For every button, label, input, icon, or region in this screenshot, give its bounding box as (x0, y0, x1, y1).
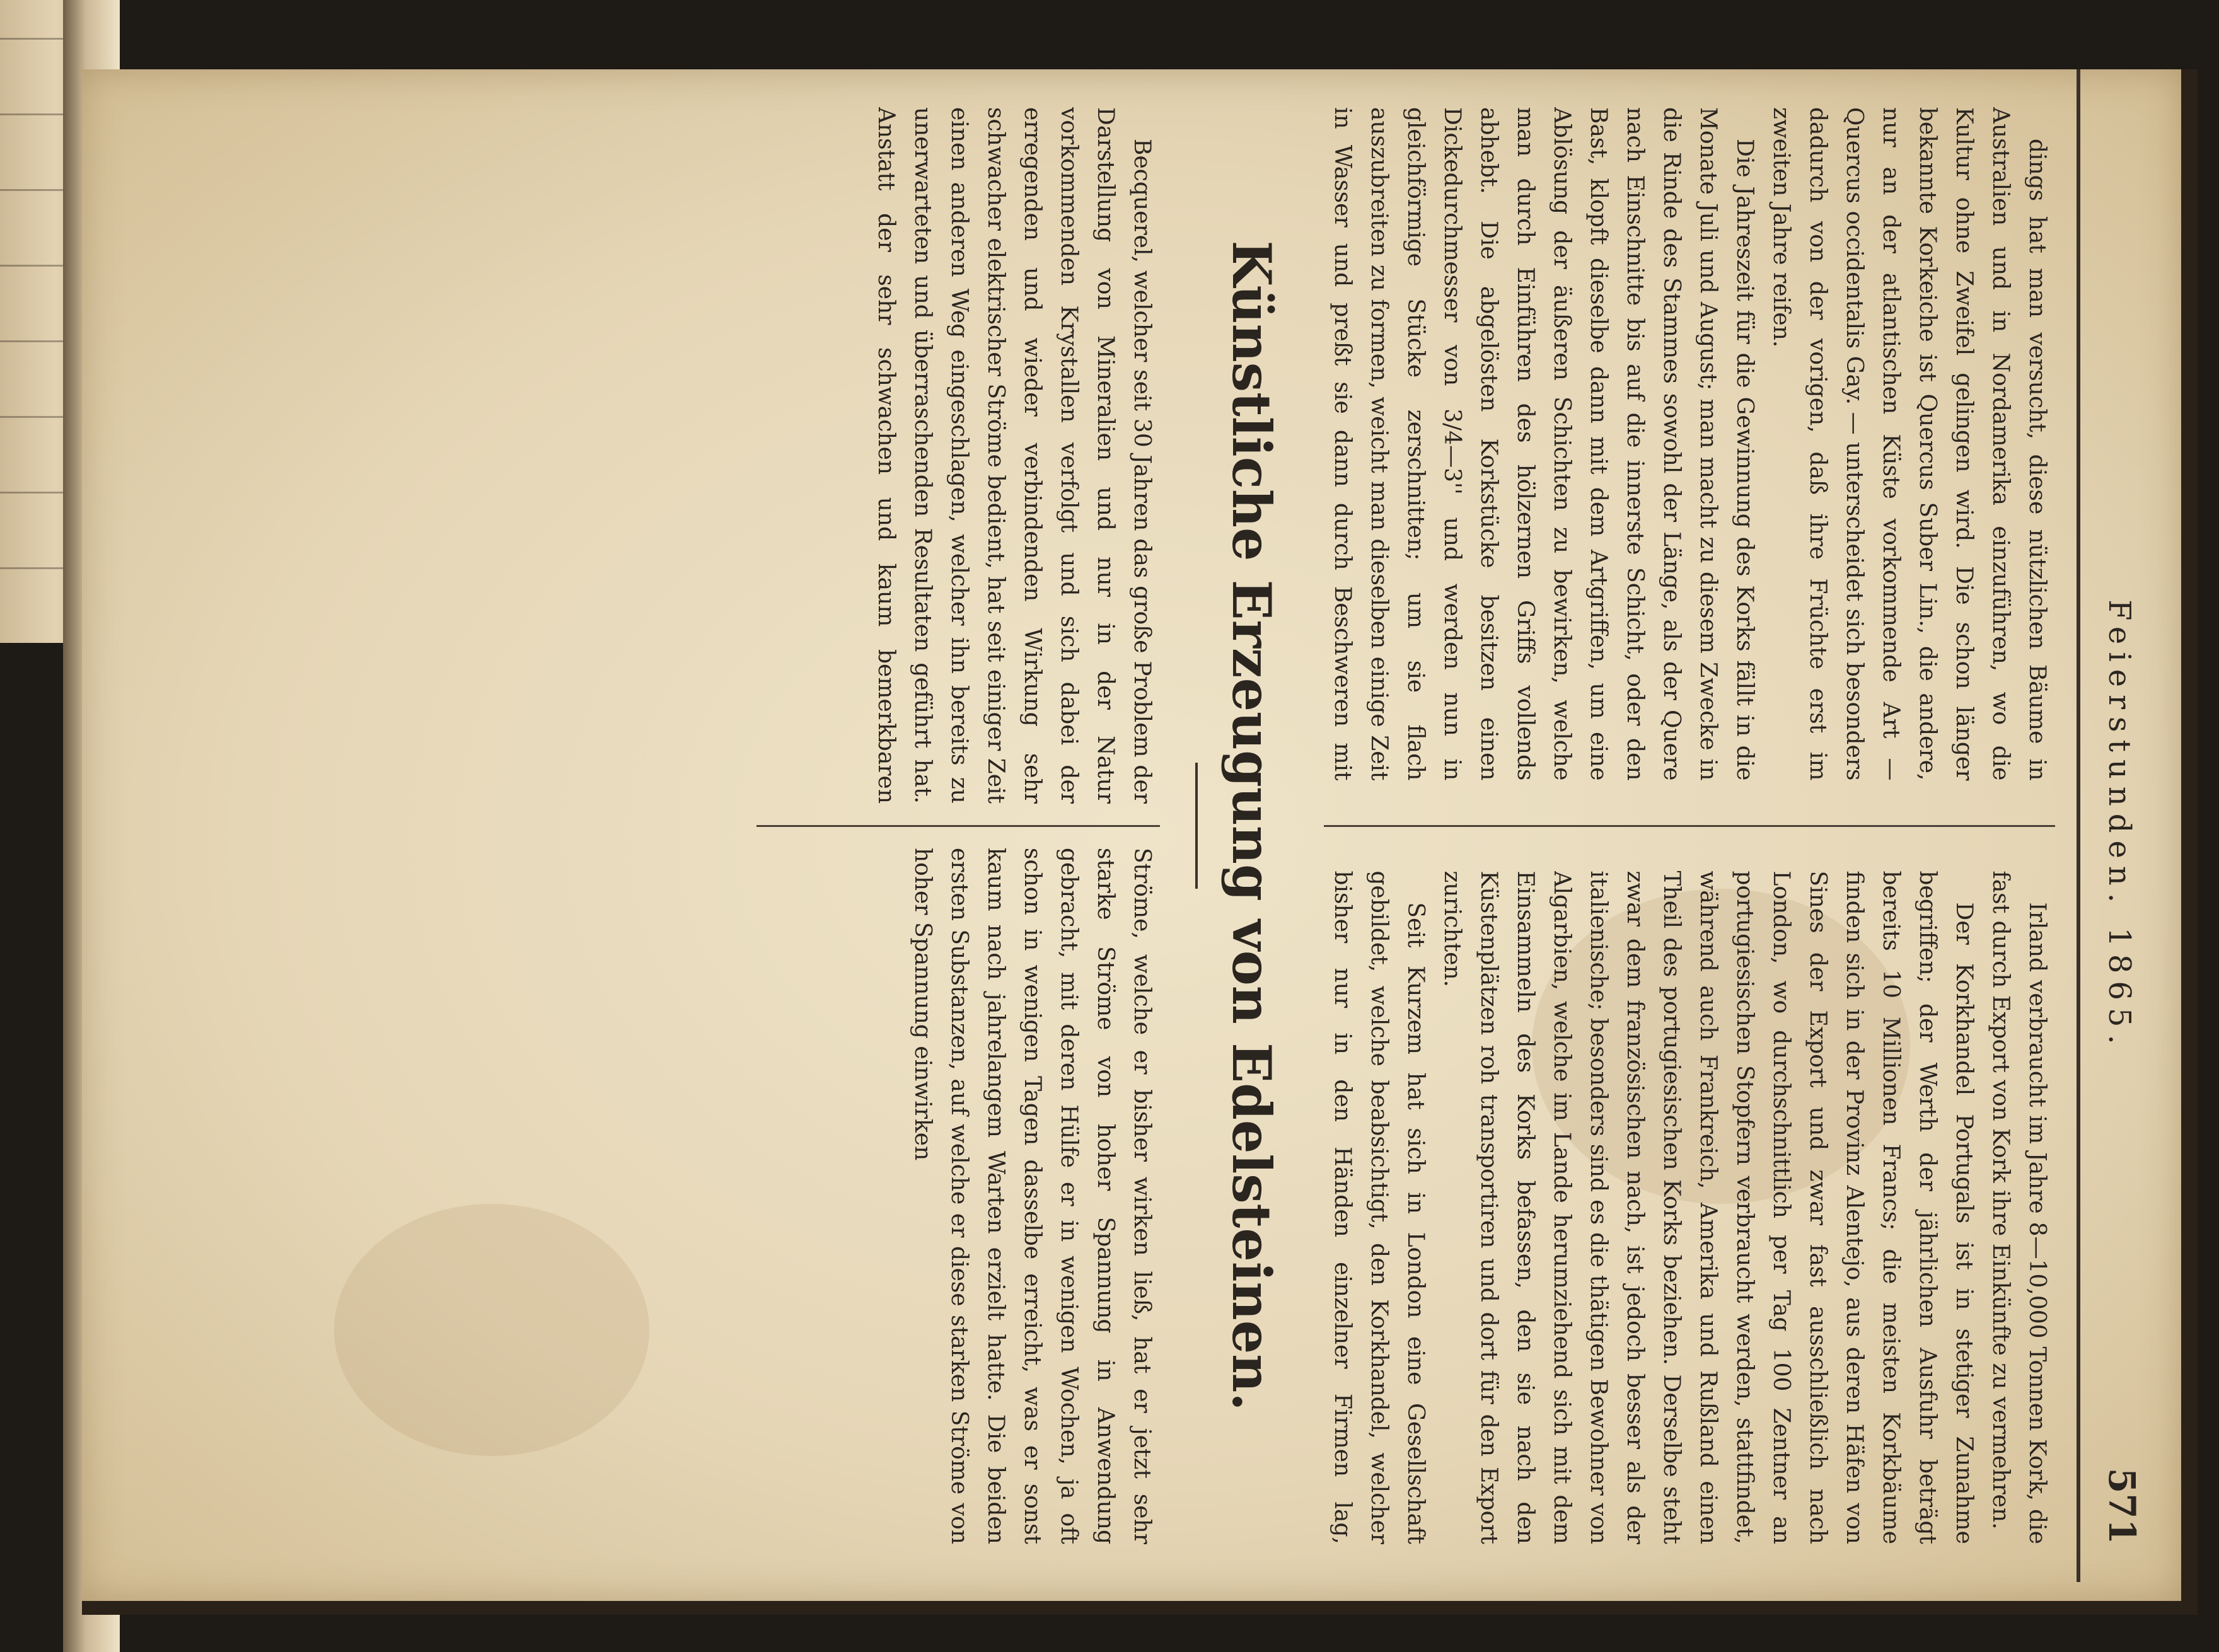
article-title: Künstliche Erzeugung von Edelsteinen. (1220, 240, 1283, 1411)
column-right (1324, 871, 2055, 1545)
title-rule (1195, 763, 1198, 889)
article-1-columns (1324, 107, 2055, 1544)
page-number: 571 (2100, 1467, 2143, 1544)
column-left (1324, 107, 2055, 781)
page-header (2077, 69, 2162, 1582)
article-2-body (756, 107, 1160, 1544)
paragraph: Irland verbraucht im Jahre 8—10,000 Tonnen Kork, die fast durch Export von Kork ihre Einkünfte zu vermehren. (1988, 870, 2050, 1544)
article-2-columns (756, 107, 1160, 1544)
running-head: Feierstunden. 1865. (2102, 599, 2137, 1052)
paragraph: Die Jahreszeit für die Gewinnung des Korks fällt in die Monate Juli und August; man macht zu diesem Zwecke in die Rinde des Stammes sowohl der Länge, als der Quere nach Einschnitte bis auf die innerste Schicht, oder den Bast, klopft dieselbe dann mit dem Artgriffen, um eine Ablösung der äußeren Schichten zu bewirken, welche man durch Einführen des hölzernen Griffs vollends abhebt. Die abgelösten Korkstücke besitzen einen Dickedurchmesser von 3/4—3'' und werden nun in gleichförmige Stücke zerschnitten; um sie flach auszubreiten zu formen, weicht man dieselben einige Zeit in Wasser und preßt sie dann durch Beschweren mit (1330, 107, 1758, 781)
rotated-page-content (107, 69, 2162, 1582)
paragraph: dings hat man versucht, diese nützlichen Bäume in Australien und in Nordamerika einzuführen, wo die Kultur ohne Zweifel gelingen wird. Die schon länger bekannte Korkeiche ist Quercus Suber Lin., die andere, nur an der atlantischen Küste vorkommende Art — Quercus occidentalis Gay. — unterscheidet sich besonders dadurch von der vorigen, daß ihre Früchte erst im zweiten Jahre reifen. (1768, 107, 2050, 781)
book-page (82, 69, 2198, 1615)
paragraph: Seit Kurzem hat sich in London eine Gesellschaft gebildet, welche beabsichtigt, den Korkhandel, welcher bisher nur in den Händen einzelner Firmen lag, (1330, 870, 1428, 1544)
column-divider (1324, 825, 2055, 827)
paragraph: Becquerel, welcher seit 30 Jahren das große Problem der Darstellung von Mineralien und nur in der Natur vorkommenden Krystallen verfolgt und sich dabei der erregenden und wieder verbindenden Wirkung sehr schwacher elektrischer Ströme bedient, hat seit einiger Zeit einen anderen Weg eingeschlagen, welcher ihn bereits zu unerwarteten und überraschenden Resultaten geführt hat. Anstatt der sehr schwachen und kaum bemerkbaren Ströme, welche er bisher wirken ließ, hat er jetzt sehr starke Ströme von hoher Spannung in Anwendung gebracht, mit deren Hülfe er in wenigen Wochen, ja oft schon in wenigen Tagen dasselbe erreicht, was er sonst kaum nach jahrelangem Warten erzielt hatte. Die beiden ersten Substanzen, auf welche er diese starken Ströme von hoher Spannung einwirken (873, 107, 1155, 1544)
paragraph: Der Korkhandel Portugals ist in stetiger Zunahme begriffen; der Werth der jährlichen Ausfuhr beträgt bereits 10 Millionen Francs; die meisten Korkbäume finden sich in der Provinz Alentejo, aus deren Häfen von Sines der Export und zwar fast ausschließlich nach London, wo durchschnittlich per Tag 100 Zentner an portugiesischen Stopfern verbraucht werden, stattfindet, während auch Frankreich, Amerika und Rußland einen Theil des portugiesischen Korks beziehen. Derselbe steht zwar dem französischen nach, ist jedoch besser als der italienische; besonders sind es die thätigen Bewohner von Algarbien, welche im Lande herumziehend sich mit dem Einsammeln des Korks befassen, den sie nach den Küstenplätzen roh transportiren und dort für den Export zurichten. (1439, 870, 1977, 1544)
